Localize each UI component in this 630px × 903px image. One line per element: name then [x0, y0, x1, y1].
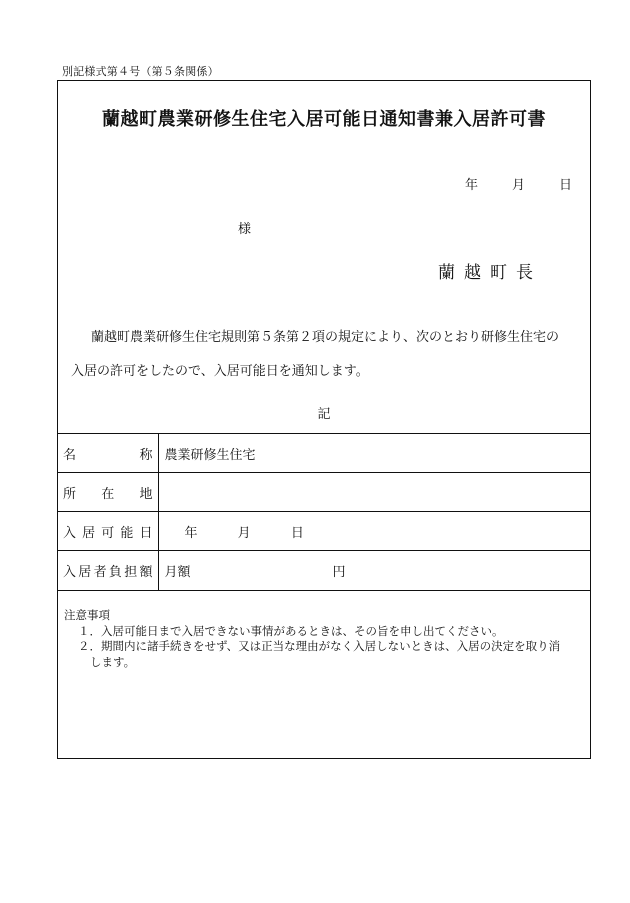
- notes-section: [64, 608, 584, 670]
- row-value-move-in-date: [158, 512, 590, 551]
- row-label-tenant-charge: 入居者負担額: [58, 551, 158, 591]
- note-item-2-continued: します。: [90, 654, 136, 669]
- note-item-2: ２．期間内に諸手続きをせず、又は正当な理由がなく入居しないときは、入居の決定を取り消: [78, 639, 561, 653]
- row-value-location: [158, 473, 590, 512]
- yen-unit-label: 円: [332, 565, 346, 580]
- details-table: [58, 433, 590, 591]
- table-row: [58, 434, 590, 473]
- row-value-name: 農業研修生住宅: [158, 434, 590, 473]
- row-label-move-in-date: 入居可能日: [58, 512, 158, 551]
- row-value-tenant-charge: [158, 551, 590, 591]
- issue-date: [465, 174, 572, 193]
- document-frame: [57, 80, 591, 759]
- notice-body: [71, 321, 586, 389]
- document-title: 蘭越町農業研修生住宅入居可能日通知書兼入居許可書: [102, 109, 546, 130]
- date-day-label: 日: [558, 178, 572, 193]
- form-number-label: 別記様式第４号（第５条関係）: [62, 65, 219, 78]
- monthly-amount-label: 月額: [164, 565, 191, 580]
- addressee-honorific: 様: [238, 222, 252, 237]
- notice-body-line-2: 入居の許可をしたので、入居可能日を通知します。: [71, 364, 369, 379]
- ki-marker: 記: [317, 407, 331, 422]
- notes-heading: 注意事項: [64, 608, 110, 622]
- date-year-label: 年: [464, 178, 478, 193]
- table-row: [58, 551, 590, 591]
- move-in-year-label: 年: [184, 525, 198, 541]
- move-in-day-label: 日: [290, 525, 304, 541]
- date-month-label: 月: [511, 178, 525, 193]
- note-item-1: １．入居可能日まで入居できない事情があるときは、その旨を申し出てください。: [78, 623, 504, 638]
- row-label-name: 名称: [58, 434, 158, 473]
- table-row: [58, 473, 590, 512]
- table-row: [58, 512, 590, 551]
- issuer-name: 蘭越町長: [438, 263, 542, 283]
- move-in-month-label: 月: [237, 525, 251, 541]
- row-label-location: 所在地: [58, 473, 158, 512]
- notice-body-line-1: 蘭越町農業研修生住宅規則第５条第２項の規定により、次のとおり研修生住宅の: [91, 330, 560, 345]
